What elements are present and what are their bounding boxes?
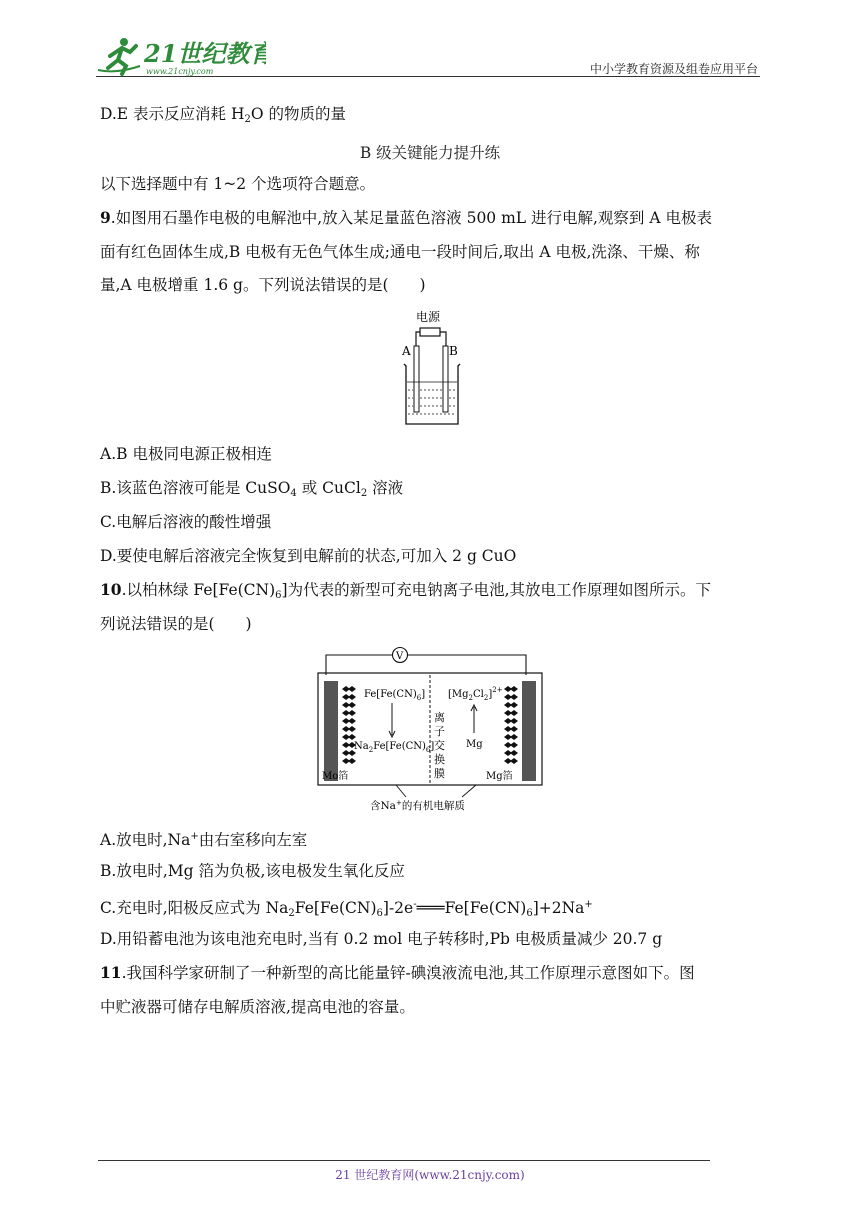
svg-text:离: 离 [434,711,445,724]
logo-text: 21世纪教育 [144,39,266,68]
mo-foil-label: Mo箔 [322,771,349,782]
power-label: 电源 [416,310,441,324]
q11-line-1: 11.我国科学家研制了一种新型的高比能量锌-碘溴液流电池,其工作原理示意图如下。图 [100,963,695,982]
beaker [404,364,460,424]
right-bottom-formula: Mg [466,739,483,750]
q10-line-1: 10.以柏林绿 $Fe[Fe(CN)_6]$为代表的新型可充电钠离子电池,其放电工作原理如图所示。下 [100,580,712,601]
svg-text:膜: 膜 [434,767,445,780]
site-logo [96,34,266,78]
q9-option-b: B.该蓝色溶液可能是 CuSO$_4$ 或 CuCl$_2$ 溶液 [100,479,404,499]
logo-url: www.21cnjy.com [146,67,214,76]
q9-line-1: 9.如图用石墨作电极的电解池中,放入某足量蓝色溶液 500 mL 进行电解,观察到 A 电极表 [100,208,712,227]
section-title: B 级关键能力提升练 [359,144,501,162]
platform-text: 中小学教育资源及组卷应用平台 [589,62,758,76]
q9-option-c: C.电解后溶液的酸性增强 [100,513,272,531]
electrode-a-label: A [402,344,411,358]
left-top-formula: $Fe[Fe(CN)_6]$ [364,689,426,702]
electrolyte-label: 含Na+的有机电解质 [370,799,465,812]
svg-text:换: 换 [434,753,445,766]
mg-foil [522,681,536,781]
q9-line-3: 量,A 电极增重 1.6 g。下列说法错误的是( ) [100,276,426,294]
membrane-label [434,711,445,780]
svg-text:子: 子 [434,725,445,738]
option-d-prev: D.E 表示反应消耗 $H_2O$ 的物质的量 [100,105,347,125]
left-electrode-material [342,686,356,764]
header-rule [96,76,760,77]
voltmeter-label: V [396,651,404,662]
battery-figure [310,645,550,815]
electrode-b [443,346,448,412]
left-bottom-formula: $Na_2Fe[Fe(CN)_6]$ [354,741,435,754]
q9-line-2: 面有红色固体生成,B 电极有无色气体生成;通电一段时间后,取出 A 电极,洗涤、干燥、称 [100,243,700,261]
electrolysis-cell-figure [398,306,468,430]
mg-foil-label: Mg箔 [486,771,513,782]
q10-option-b: B.放电时,Mg 箔为负极,该电极发生氧化反应 [100,862,405,880]
q10-option-d: D.用铅蓄电池为该电池充电时,当有 0.2 mol 电子转移时,Pb 电极质量减少 20.7 g [100,930,663,948]
q9-option-d: D.要使电解后溶液完全恢复到电解前的状态,可加入 2 g CuO [100,547,517,565]
electrode-a [414,346,419,412]
q9-option-a: A.B 电极同电源正极相连 [100,445,272,463]
right-electrode-material [504,686,518,764]
right-top-formula: $[Mg_2Cl_2]^{2+}$ [448,686,503,702]
q10-option-a: A.放电时,Na+由右室移向左室 [100,831,308,849]
runner-icon [98,38,140,74]
footer-link[interactable]: 21 世纪教育网(www.21cnjy.com) [335,1168,525,1182]
svg-text:交: 交 [434,739,445,752]
electrode-b-label: B [449,344,458,358]
q10-option-c: C.充电时,阳极反应式为 $Na_2Fe[Fe(CN)_6]-2e^-═══Fe[Fe(CN)_6]+2Na^+$ [100,899,593,919]
footer-rule [98,1160,710,1161]
q10-line-2: 列说法错误的是( ) [100,615,252,633]
q11-line-2: 中贮液器可储存电解质溶液,提高电池的容量。 [100,998,415,1016]
power-source [420,328,440,336]
instruction: 以下选择题中有 1~2 个选项符合题意。 [100,175,376,193]
mo-foil [324,681,338,781]
